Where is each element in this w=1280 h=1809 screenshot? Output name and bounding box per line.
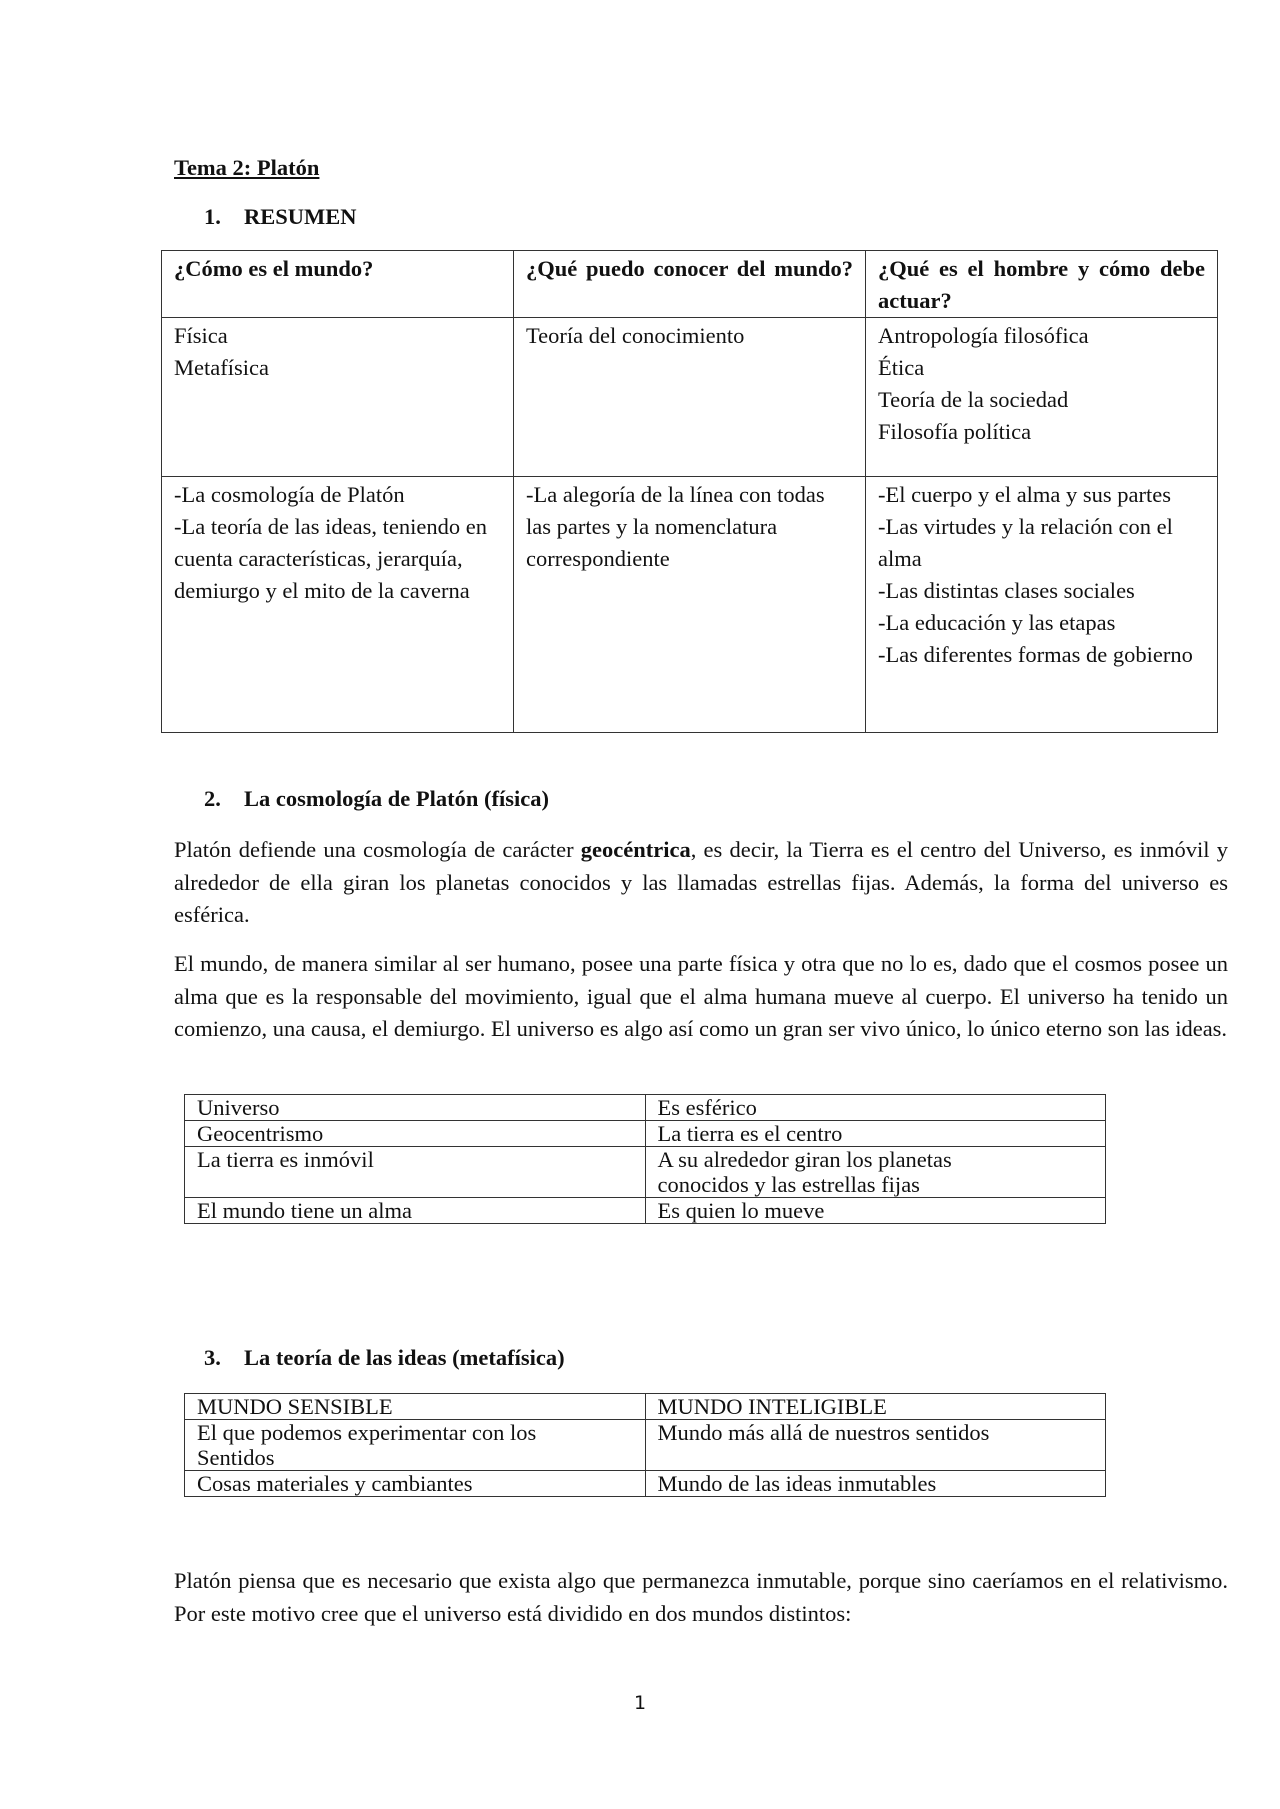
section-heading-ideas bbox=[174, 1345, 565, 1371]
table-header-row bbox=[162, 251, 1218, 318]
section-title: RESUMEN bbox=[244, 204, 357, 229]
cell-line: Antropología filosófica bbox=[878, 323, 1089, 348]
table-cell: Es esférico bbox=[645, 1095, 1106, 1121]
table-row bbox=[185, 1394, 1106, 1420]
header-cell: ¿Qué puedo conocer del mundo? bbox=[514, 251, 866, 318]
table-row bbox=[185, 1420, 1106, 1471]
table-cell: La tierra es el centro bbox=[645, 1121, 1106, 1147]
cell-line: Física bbox=[174, 323, 228, 348]
cosmology-table bbox=[184, 1094, 1106, 1224]
cell-line: Metafísica bbox=[174, 355, 269, 380]
header-cell: ¿Qué es el hombre y cómo debe actuar? bbox=[866, 251, 1218, 318]
cell-line: Ética bbox=[878, 355, 925, 380]
table-cell: Universo bbox=[185, 1095, 646, 1121]
table-cell: Mundo de las ideas inmutables bbox=[645, 1471, 1106, 1497]
paragraph-world-soul: El mundo, de manera similar al ser humano, posee una parte física y otra que no lo es, dado que el cosmos posee un alma que es la responsable del movimiento, igual que el alma humana mueve al cuerpo. El universo ha tenido un comienzo, una causa, el demiurgo. El universo es algo así como un gran ser vivo único, lo único eterno son las ideas. bbox=[174, 951, 1228, 1041]
paragraph-cosmology bbox=[174, 834, 1228, 932]
page-number: 1 bbox=[633, 1692, 647, 1714]
section-heading-resumen bbox=[174, 204, 357, 230]
table-cell: El que podemos experimentar con los Sentidos bbox=[185, 1420, 646, 1471]
cell-line: Filosofía política bbox=[878, 419, 1032, 444]
table-row bbox=[185, 1121, 1106, 1147]
table-row bbox=[162, 477, 1218, 733]
table-cell bbox=[866, 318, 1218, 477]
table-cell bbox=[162, 318, 514, 477]
table-cell: Es quien lo mueve bbox=[645, 1198, 1106, 1224]
table-row bbox=[185, 1471, 1106, 1497]
table-cell: Cosas materiales y cambiantes bbox=[185, 1471, 646, 1497]
summary-table bbox=[161, 250, 1218, 733]
table-cell: A su alrededor giran los planetas conocidos y las estrellas fijas bbox=[645, 1147, 1106, 1198]
text: , es decir, la Tierra es el centro del Universo, es inmóvil y alrededor de ella giran los planetas conocidos y las llamadas estrellas fijas. Además, la forma del universo es esférica. bbox=[174, 837, 1228, 927]
cell-line: Teoría de la sociedad bbox=[878, 387, 1069, 412]
table-cell: MUNDO INTELIGIBLE bbox=[645, 1394, 1106, 1420]
section-number: 1. bbox=[204, 204, 221, 229]
table-cell: -El cuerpo y el alma y sus partes -Las virtudes y la relación con el alma -Las distintas clases sociales -La educación y las etapas -Las diferentes formas de gobierno bbox=[866, 477, 1218, 733]
table-cell: Geocentrismo bbox=[185, 1121, 646, 1147]
table-cell: La tierra es inmóvil bbox=[185, 1147, 646, 1198]
emphasis-text: geocéntrica bbox=[580, 837, 691, 862]
table-cell: MUNDO SENSIBLE bbox=[185, 1394, 646, 1420]
table-row bbox=[185, 1095, 1106, 1121]
text: Platón defiende una cosmología de carácter bbox=[174, 837, 581, 862]
header-cell: ¿Cómo es el mundo? bbox=[162, 251, 514, 318]
section-title: La teoría de las ideas (metafísica) bbox=[244, 1345, 565, 1370]
table-cell: Mundo más allá de nuestros sentidos bbox=[645, 1420, 1106, 1471]
section-heading-cosmologia bbox=[174, 786, 549, 812]
table-row bbox=[162, 318, 1218, 477]
section-title: La cosmología de Platón (física) bbox=[244, 786, 549, 811]
section-number: 2. bbox=[204, 786, 221, 811]
table-cell: -La cosmología de Platón -La teoría de las ideas, teniendo en cuenta características, jerarquía, demiurgo y el mito de la caverna bbox=[162, 477, 514, 733]
table-cell: El mundo tiene un alma bbox=[185, 1198, 646, 1224]
cell-line: Teoría del conocimiento bbox=[526, 323, 745, 348]
table-row bbox=[185, 1198, 1106, 1224]
table-cell: -La alegoría de la línea con todas las partes y la nomenclatura correspondiente bbox=[514, 477, 866, 733]
ideas-table bbox=[184, 1393, 1106, 1497]
section-number: 3. bbox=[204, 1345, 221, 1370]
table-row bbox=[185, 1147, 1106, 1198]
table-cell bbox=[514, 318, 866, 477]
paragraph-two-worlds: Platón piensa que es necesario que exista algo que permanezca inmutable, porque sino caeríamos en el relativismo. Por este motivo cree que el universo está dividido en dos mundos distintos: bbox=[174, 1568, 1228, 1626]
document-title: Tema 2: Platón bbox=[174, 155, 320, 180]
